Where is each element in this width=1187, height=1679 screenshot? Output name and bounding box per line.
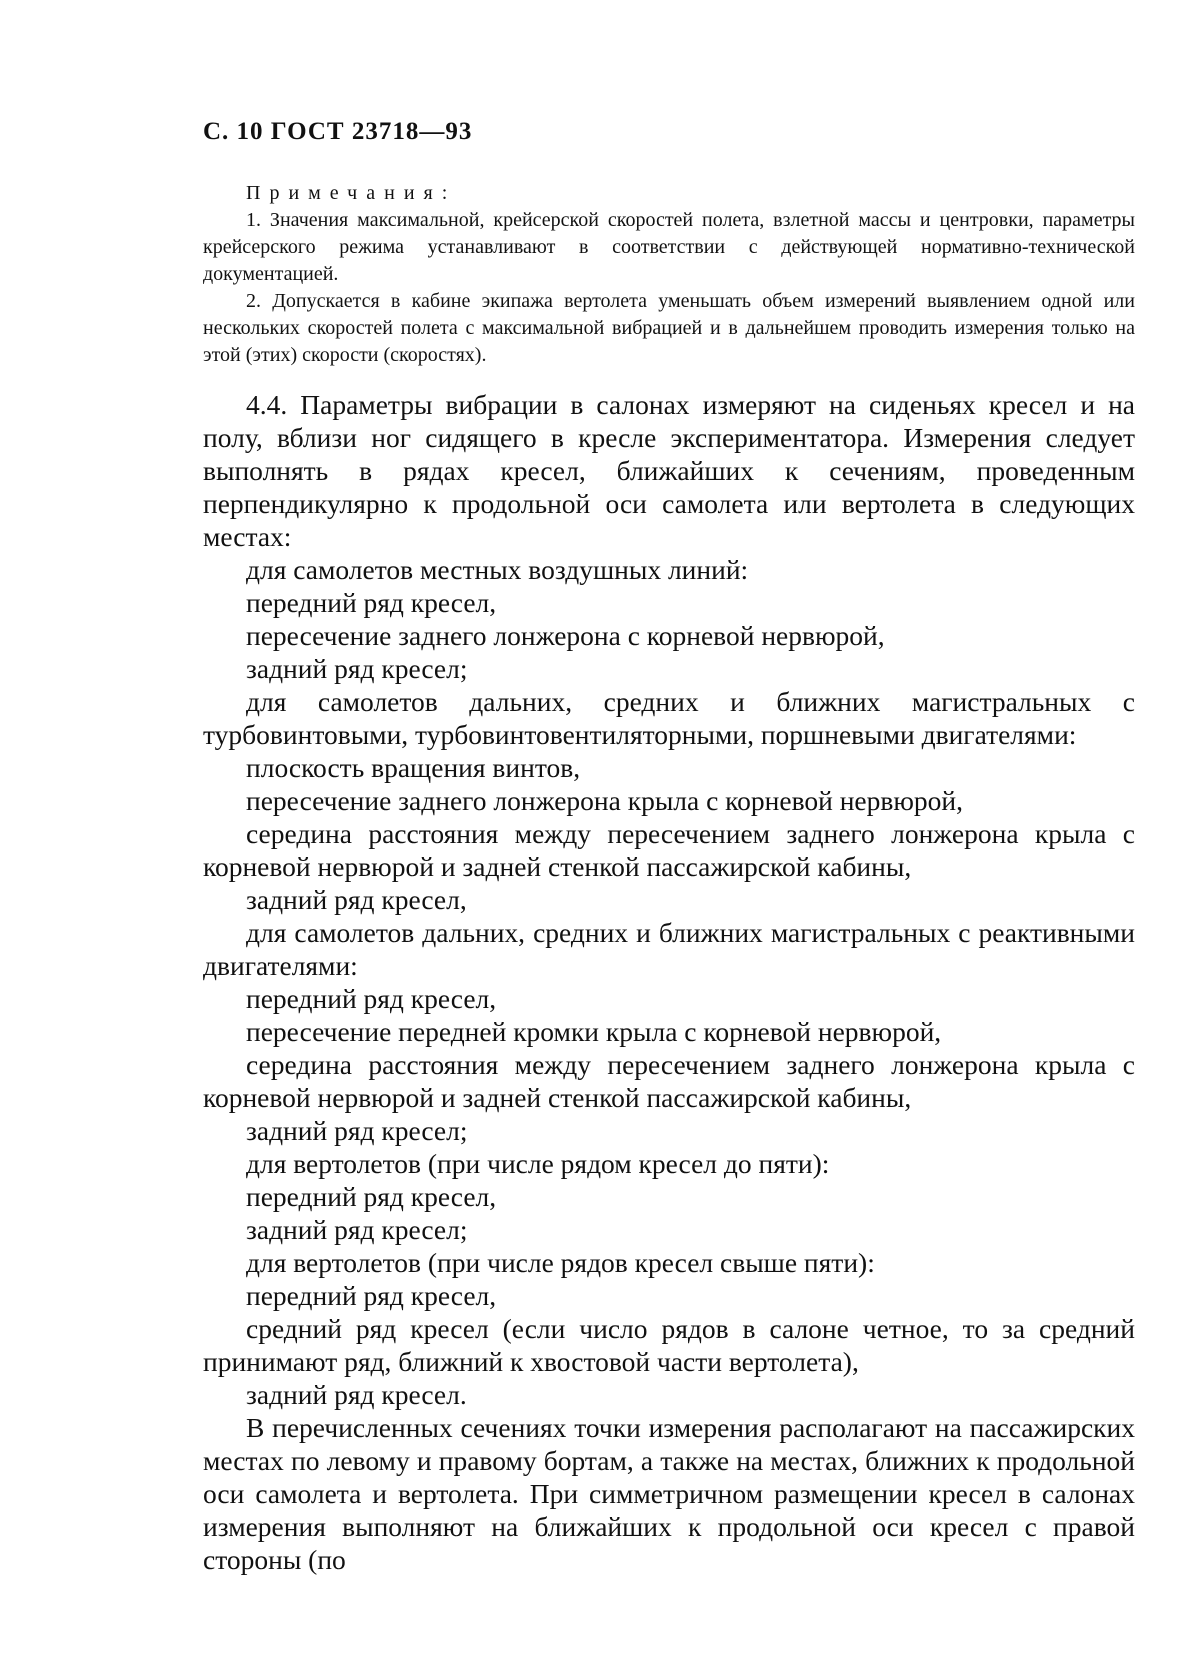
- list-item: передний ряд кресел,: [246, 983, 497, 1014]
- list-heading: для самолетов дальних, средних и ближних магистральных с реактивными двигателями:: [203, 917, 1135, 981]
- list-item: середина расстояния между пересечением заднего лонжерона крыла с корневой нервюрой и задней стенкой пассажирской кабины,: [203, 818, 1135, 882]
- list-item: передний ряд кресел,: [246, 1181, 497, 1212]
- list-heading: для вертолетов (при числе рядом кресел до пяти):: [246, 1148, 830, 1179]
- list-item: задний ряд кресел;: [246, 653, 468, 684]
- paragraph-4-4: 4.4. Параметры вибрации в салонах измеряют на сиденьях кресел и на полу, вблизи ног сидящего в кресле экспериментатора. Измерения следует выполнять в рядах кресел, ближайших к сечениям, проведенным перпендикулярно к продольной оси самолета или вертолета в следующих местах:: [203, 389, 1135, 552]
- list-item: задний ряд кресел.: [246, 1379, 467, 1410]
- note-item: 2. Допускается в кабине экипажа вертолета уменьшать объем измерений выявлением одной или нескольких скоростей полета с максимальной вибрацией и в дальнейшем проводить измерения только на этой (этих) скорости (скоростях).: [203, 290, 1135, 366]
- list-item: передний ряд кресел,: [246, 1280, 497, 1311]
- list-heading: для вертолетов (при числе рядов кресел свыше пяти):: [246, 1247, 875, 1278]
- list-item: задний ряд кресел;: [246, 1115, 468, 1146]
- page-header: С. 10 ГОСТ 23718—93: [203, 118, 473, 145]
- list-item: плоскость вращения винтов,: [246, 752, 581, 783]
- notes-section: [203, 180, 1135, 369]
- list-item: пересечение заднего лонжерона с корневой нервюрой,: [246, 620, 885, 651]
- list-heading: для самолетов дальних, средних и ближних магистральных с турбовинтовыми, турбовинтовентиляторными, поршневыми двигателями:: [203, 686, 1135, 750]
- list-item: средний ряд кресел (если число рядов в салоне четное, то за средний принимают ряд, ближний к хвостовой части вертолета),: [203, 1313, 1135, 1377]
- closing-paragraph: В перечисленных сечениях точки измерения располагают на пассажирских местах по левому и правому бортам, а также на местах, ближних к продольной оси самолета и вертолета. При симметричном размещении кресел в салонах измерения выполняют на ближайших к продольной оси кресел с правой стороны (по: [203, 1412, 1135, 1575]
- note-item: 1. Значения максимальной, крейсерской скоростей полета, взлетной массы и центровки, параметры крейсерского режима устанавливают в соответствии с действующей нормативно-технической документацией.: [203, 209, 1135, 285]
- notes-title: Примечания:: [246, 182, 457, 204]
- list-item: середина расстояния между пересечением заднего лонжерона крыла с корневой нервюрой и задней стенкой пассажирской кабины,: [203, 1049, 1135, 1113]
- list-item: передний ряд кресел,: [246, 587, 497, 618]
- main-text: [203, 388, 1135, 1576]
- list-item: пересечение заднего лонжерона крыла с корневой нервюрой,: [246, 785, 964, 816]
- list-item: пересечение передней кромки крыла с корневой нервюрой,: [246, 1016, 942, 1047]
- list-heading: для самолетов местных воздушных линий:: [246, 554, 749, 585]
- list-item: задний ряд кресел,: [246, 884, 467, 915]
- list-item: задний ряд кресел;: [246, 1214, 468, 1245]
